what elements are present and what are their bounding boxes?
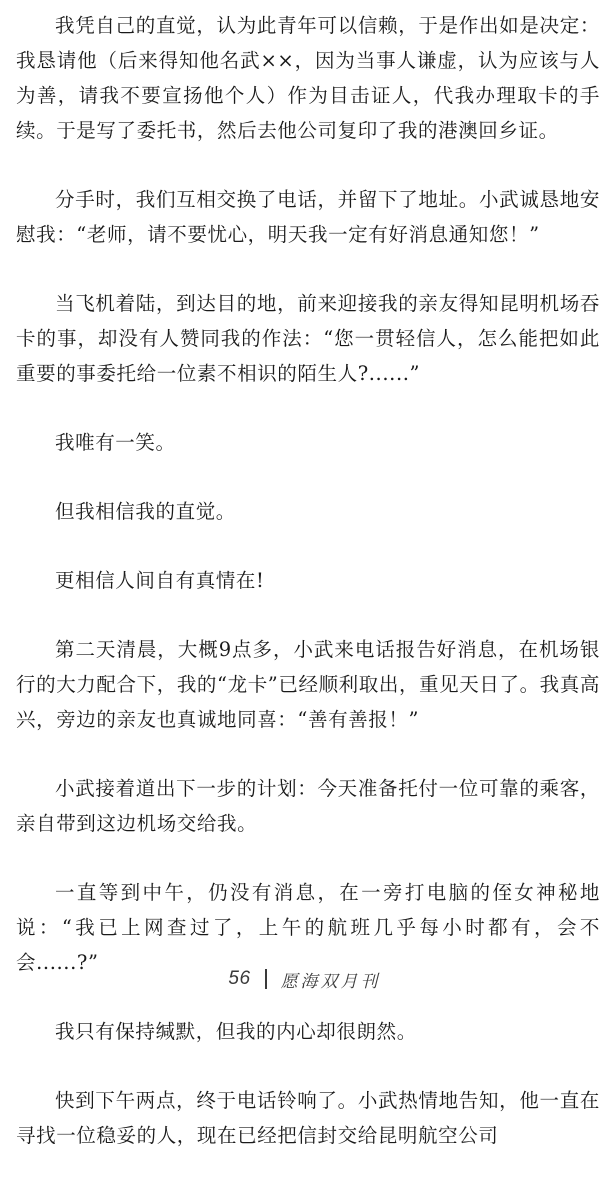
paragraph-3: 当飞机着陆，到达目的地，前来迎接我的亲友得知昆明机场吞卡的事，却没有人赞同我的作法：“您一贯轻信人，怎么能把如此重要的事委托给一位素不相识的陌生人?......” xyxy=(16,292,600,385)
paragraph-8: 小武接着道出下一步的计划：今天准备托付一位可靠的乘客，亲自带到这边机场交给我。 xyxy=(16,777,600,835)
journal-name: 愿海双月刊 xyxy=(280,971,381,991)
paragraph-7: 第二天清晨，大概9点多，小武来电话报告好消息，在机场银行的大力配合下，我的“龙卡”已经顺利取出，重见天日了。我真高兴，旁边的亲友也真诚地同喜：“善有善报！” xyxy=(16,638,600,731)
paragraph-4: 我唯有一笑。 xyxy=(55,431,176,454)
paragraph-11: 快到下午两点，终于电话铃响了。小武热情地告知，他一直在寻找一位稳妥的人，现在已经把信封交给昆明航空公司 xyxy=(16,1089,600,1147)
article-body xyxy=(16,8,600,1187)
page-footer xyxy=(0,964,609,994)
paragraph-5: 但我相信我的直觉。 xyxy=(55,500,236,523)
paragraph-1: 我凭自己的直觉，认为此青年可以信赖，于是作出如是决定：我恳请他（后来得知他名武××，因为当事人谦虚，认为应该与人为善，请我不要宣扬他个人）作为目击证人，代我办理取卡的手续。于是写了委托书，然后去他公司复印了我的港澳回乡证。 xyxy=(16,14,600,142)
page-number: 56 xyxy=(228,968,251,989)
paragraph-2: 分手时，我们互相交换了电话，并留下了地址。小武诚恳地安慰我：“老师，请不要忧心，明天我一定有好消息通知您！” xyxy=(16,188,600,246)
footer-divider xyxy=(265,969,267,989)
paragraph-6: 更相信人间自有真情在! xyxy=(55,569,265,592)
paragraph-10: 我只有保持缄默，但我的内心却很朗然。 xyxy=(55,1020,417,1043)
paragraph-9: 一直等到中午，仍没有消息，在一旁打电脑的侄女神秘地说：“我已上网查过了，上午的航班几乎每小时都有，会不会......?” xyxy=(16,881,600,974)
